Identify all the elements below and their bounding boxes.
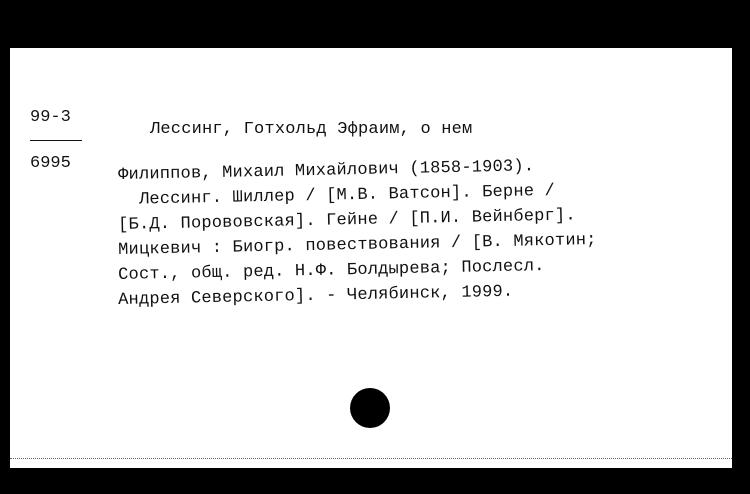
entry-line-4: Мицкевич : Биогр. повествования / [В. Мякотин;: [118, 230, 597, 260]
shelf-code-top: 99-3: [30, 108, 71, 127]
entry-line-5: Сост., общ. ред. Н.Ф. Болдырева; Послесл.: [118, 257, 545, 285]
card-punch-hole: [350, 388, 390, 428]
catalog-card: [10, 48, 732, 468]
scan-noise-line: [10, 458, 732, 460]
entry-line-3: [Б.Д. Порововская]. Гейне / [П.И. Вейнберг].: [118, 206, 576, 235]
entry-line-2: Лессинг. Шиллер / [М.В. Ватсон]. Берне /: [118, 181, 556, 210]
shelf-code-bottom: 6995: [30, 154, 71, 173]
subject-heading: Лессинг, Готхольд Эфраим, о нем: [150, 120, 473, 139]
code-divider: [30, 140, 82, 141]
entry-line-6: Андрея Северского]. - Челябинск, 1999.: [118, 282, 514, 310]
entry-line-1: Филиппов, Михаил Михайлович (1858-1903).: [118, 157, 535, 185]
